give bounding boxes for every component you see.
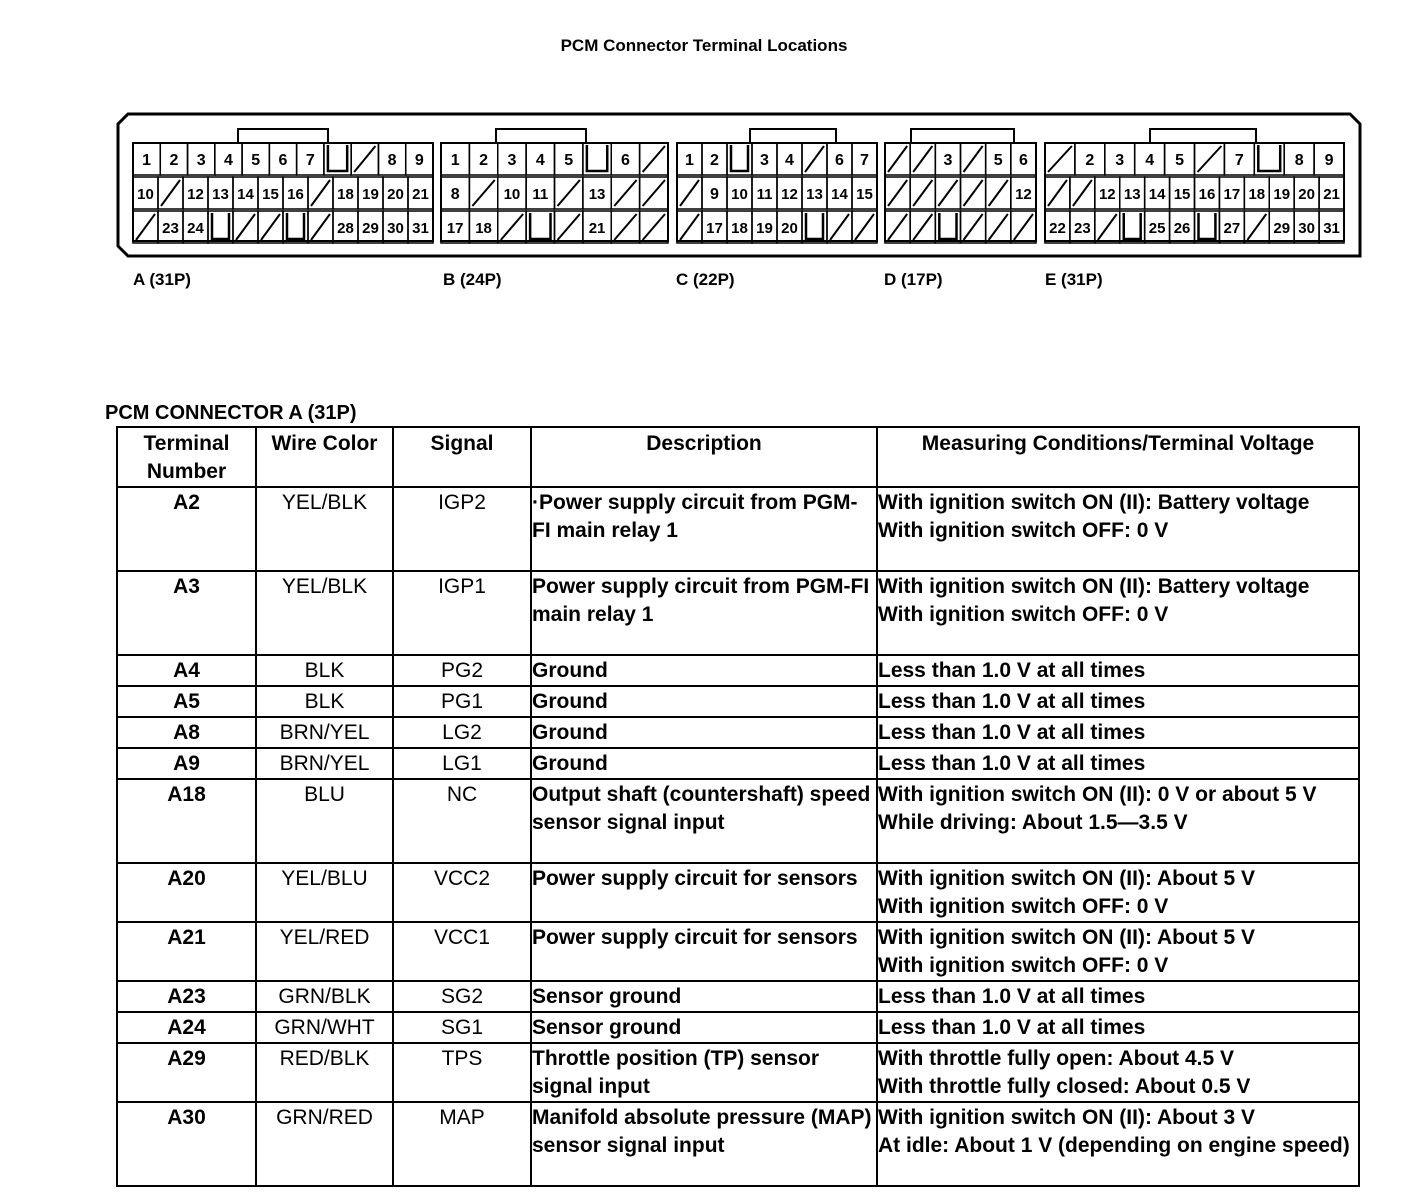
conditions-cell	[877, 717, 1359, 748]
conditions-cell	[877, 655, 1359, 686]
unused-terminal-mark	[913, 180, 932, 206]
terminal-number: 29	[1273, 220, 1291, 237]
unused-terminal-mark	[888, 214, 907, 240]
unused-terminal-mark	[888, 180, 907, 206]
terminal-number: 2	[479, 152, 489, 169]
description-cell: Manifold absolute pressure (MAP) sensor signal input	[531, 1102, 877, 1186]
unused-terminal-mark	[830, 214, 849, 240]
description-cell: Sensor ground	[531, 1012, 877, 1043]
condition-line: With throttle fully open: About 4.5 V	[878, 1047, 1235, 1070]
terminal-number: 29	[362, 220, 379, 237]
terminal-number: 17	[1223, 186, 1241, 203]
terminal-number: 28	[337, 220, 354, 237]
terminal-number: 7	[860, 152, 869, 169]
terminal-number: 8	[450, 186, 460, 203]
terminal-number: 13	[806, 186, 823, 203]
key-slot	[328, 145, 347, 171]
conditions-cell	[877, 1043, 1359, 1102]
terminal-number: 12	[781, 186, 798, 203]
terminal-number: 15	[262, 186, 279, 203]
terminal-number: 2	[169, 152, 179, 169]
unused-terminal-mark	[311, 214, 330, 240]
terminal-number: 5	[1175, 152, 1185, 169]
terminal-number: 3	[943, 152, 953, 169]
unused-terminal-mark	[680, 214, 699, 240]
connector-diagram	[0, 0, 1408, 300]
terminal-number: 3	[507, 152, 517, 169]
table-row	[117, 1012, 1359, 1043]
terminal-number: 14	[237, 186, 254, 203]
table-row	[117, 717, 1359, 748]
terminal-number: 2	[1085, 152, 1095, 169]
terminal-number: 30	[1298, 220, 1315, 237]
terminal-number: 10	[503, 186, 521, 203]
unused-terminal-mark	[1048, 146, 1072, 172]
wire-color-cell: YEL/BLU	[256, 863, 393, 922]
terminal-number: 8	[1294, 152, 1304, 169]
description-cell: Ground	[531, 717, 877, 748]
connector-lock-tab	[1150, 129, 1256, 143]
terminal-cell-value: A24	[117, 1012, 256, 1043]
condition-line: With ignition switch ON (II): About 3 V	[878, 1106, 1255, 1129]
condition-line: Less than 1.0 V at all times	[878, 752, 1146, 775]
wire-color-cell: RED/BLK	[256, 1043, 393, 1102]
condition-line: With ignition switch ON (II): Battery voltage	[878, 575, 1310, 598]
terminal-number: 5	[564, 152, 574, 169]
terminal-number: 19	[1273, 186, 1291, 203]
unused-terminal-mark	[472, 180, 494, 206]
key-slot	[587, 145, 607, 171]
terminal-number: 1	[685, 152, 694, 169]
unused-terminal-mark	[501, 214, 523, 240]
terminal-number: 12	[187, 186, 204, 203]
connector-label-a: A (31P)	[133, 270, 191, 289]
condition-line: With ignition switch OFF: 0 V	[878, 603, 1169, 626]
terminal-cell-value: A8	[117, 717, 256, 748]
terminal-number: 11	[532, 186, 549, 203]
unused-terminal-mark	[261, 214, 280, 240]
key-slot	[939, 213, 956, 239]
conditions-cell	[877, 863, 1359, 922]
unused-terminal-mark	[1014, 214, 1033, 240]
unused-terminal-mark	[964, 180, 983, 206]
connector-label-e: E (31P)	[1045, 270, 1103, 289]
terminal-cell-value: A23	[117, 981, 256, 1012]
header-conditions: Measuring Conditions/Terminal Voltage	[877, 427, 1359, 487]
connector-d	[885, 129, 1036, 243]
terminal-number: 1	[142, 152, 152, 169]
unused-terminal-mark	[680, 180, 699, 206]
wire-color-cell: GRN/RED	[256, 1102, 393, 1186]
condition-line: At idle: About 1 V (depending on engine speed)	[878, 1134, 1350, 1157]
condition-line: With ignition switch ON (II): Battery voltage	[878, 491, 1310, 514]
unused-terminal-mark	[989, 214, 1008, 240]
connector-a	[133, 129, 433, 243]
terminal-number: 20	[387, 186, 404, 203]
conditions-cell	[877, 1012, 1359, 1043]
terminal-number: 3	[760, 152, 769, 169]
description-cell: Ground	[531, 748, 877, 779]
unused-terminal-mark	[989, 180, 1008, 206]
terminal-number: 5	[251, 152, 261, 169]
terminal-number: 10	[137, 186, 154, 203]
terminal-number: 30	[387, 220, 404, 237]
terminal-number: 3	[196, 152, 206, 169]
wire-color-cell: BLU	[256, 779, 393, 863]
terminal-number: 10	[731, 186, 748, 203]
terminal-number: 31	[1323, 220, 1340, 237]
table-row	[117, 686, 1359, 717]
table-row	[117, 922, 1359, 981]
conditions-cell	[877, 571, 1359, 655]
terminal-number: 17	[446, 220, 464, 237]
conditions-cell	[877, 686, 1359, 717]
terminal-number: 13	[212, 186, 229, 203]
terminal-cell-value: A21	[117, 922, 256, 981]
unused-terminal-mark	[136, 214, 155, 240]
key-slot	[1199, 213, 1216, 239]
connector-label-b: B (24P)	[443, 270, 502, 289]
terminal-number: 22	[1049, 220, 1066, 237]
connector-label-d: D (17P)	[884, 270, 943, 289]
terminal-number: 16	[1198, 186, 1216, 203]
terminal-cell-value: A5	[117, 686, 256, 717]
header-terminal: Terminal Number	[117, 427, 256, 487]
signal-cell: TPS	[393, 1043, 531, 1102]
terminal-number: 18	[475, 220, 492, 237]
key-slot	[731, 145, 748, 171]
terminal-number: 20	[1298, 186, 1315, 203]
terminal-number: 8	[387, 152, 397, 169]
wire-color-cell: YEL/BLK	[256, 571, 393, 655]
table-row	[117, 1043, 1359, 1102]
table-row	[117, 981, 1359, 1012]
description-cell: Ground	[531, 655, 877, 686]
wire-color-cell: BRN/YEL	[256, 717, 393, 748]
unused-terminal-mark	[1198, 146, 1222, 172]
terminal-number: 9	[414, 152, 424, 169]
terminal-number: 16	[287, 186, 304, 203]
unused-terminal-mark	[354, 146, 375, 172]
description-cell: Output shaft (countershaft) speed sensor signal input	[531, 779, 877, 863]
terminal-number: 23	[1074, 220, 1091, 237]
unused-terminal-mark	[614, 214, 636, 240]
terminal-number: 7	[305, 152, 315, 169]
unused-terminal-mark	[964, 214, 983, 240]
connector-lock-tab	[238, 129, 328, 143]
terminal-number: 4	[535, 152, 545, 169]
page-title: PCM Connector Terminal Locations	[560, 36, 848, 55]
terminal-number: 15	[1173, 186, 1191, 203]
terminal-cell-value: A2	[117, 487, 256, 571]
table-header-row	[117, 427, 1359, 487]
table-row	[117, 1102, 1359, 1186]
condition-line: With throttle fully closed: About 0.5 V	[878, 1075, 1251, 1098]
key-slot	[530, 213, 550, 239]
signal-cell: IGP1	[393, 571, 531, 655]
terminal-number: 7	[1234, 152, 1244, 169]
terminal-table	[116, 426, 1360, 1187]
terminal-number: 26	[1173, 220, 1191, 237]
terminal-cell-value: A18	[117, 779, 256, 863]
unused-terminal-mark	[311, 180, 330, 206]
unused-terminal-mark	[558, 180, 580, 206]
wire-color-cell: BLK	[256, 655, 393, 686]
terminal-number: 6	[620, 152, 630, 169]
table-title: PCM CONNECTOR A (31P)	[105, 402, 357, 424]
key-slot	[806, 213, 823, 239]
unused-terminal-mark	[161, 180, 180, 206]
terminal-number: 4	[785, 152, 794, 169]
wire-color-cell: YEL/BLK	[256, 487, 393, 571]
wire-color-cell: BRN/YEL	[256, 748, 393, 779]
terminal-number: 6	[278, 152, 288, 169]
terminal-cell-value: A4	[117, 655, 256, 686]
terminal-number: 18	[1248, 186, 1266, 203]
unused-terminal-mark	[913, 146, 932, 172]
condition-line: With ignition switch ON (II): 0 V or about 5 V	[878, 783, 1317, 806]
wire-color-cell: GRN/BLK	[256, 981, 393, 1012]
unused-terminal-mark	[1073, 180, 1092, 206]
terminal-number: 19	[362, 186, 379, 203]
terminal-number: 4	[224, 152, 233, 169]
terminal-number: 1	[450, 152, 460, 169]
terminal-number: 2	[710, 152, 719, 169]
terminal-number: 19	[756, 220, 773, 237]
wire-color-cell: YEL/RED	[256, 922, 393, 981]
conditions-cell	[877, 922, 1359, 981]
condition-line: With ignition switch ON (II): About 5 V	[878, 867, 1255, 890]
condition-line: While driving: About 1.5—3.5 V	[878, 811, 1188, 834]
conditions-cell	[877, 1102, 1359, 1186]
terminal-cell-value: A29	[117, 1043, 256, 1102]
terminal-number: 17	[706, 220, 723, 237]
condition-line: Less than 1.0 V at all times	[878, 1016, 1146, 1039]
conditions-cell	[877, 779, 1359, 863]
unused-terminal-mark	[1048, 180, 1067, 206]
terminal-cell-value: A20	[117, 863, 256, 922]
conditions-cell	[877, 487, 1359, 571]
connector-c	[677, 129, 877, 243]
key-slot	[287, 213, 304, 239]
description-cell: Sensor ground	[531, 981, 877, 1012]
condition-line: Less than 1.0 V at all times	[878, 690, 1146, 713]
condition-line: Less than 1.0 V at all times	[878, 659, 1146, 682]
terminal-number: 12	[1015, 186, 1032, 203]
unused-terminal-mark	[643, 146, 665, 172]
conditions-cell	[877, 981, 1359, 1012]
unused-terminal-mark	[236, 214, 255, 240]
unused-terminal-mark	[855, 214, 874, 240]
unused-terminal-mark	[805, 146, 824, 172]
signal-cell: SG2	[393, 981, 531, 1012]
terminal-number: 20	[781, 220, 798, 237]
terminal-number: 21	[412, 186, 429, 203]
table-row	[117, 655, 1359, 686]
signal-cell: VCC1	[393, 922, 531, 981]
terminal-number: 15	[856, 186, 873, 203]
table-row	[117, 571, 1359, 655]
description-cell: ·Power supply circuit from PGM-FI main relay 1	[531, 487, 877, 571]
terminal-number: 13	[588, 186, 606, 203]
terminal-number: 18	[337, 186, 354, 203]
key-slot	[1124, 213, 1141, 239]
table-row	[117, 487, 1359, 571]
unused-terminal-mark	[643, 180, 665, 206]
unused-terminal-mark	[558, 214, 580, 240]
conditions-cell	[877, 748, 1359, 779]
description-cell: Power supply circuit from PGM-FI main relay 1	[531, 571, 877, 655]
table-row	[117, 748, 1359, 779]
terminal-number: 12	[1098, 186, 1116, 203]
condition-line: With ignition switch ON (II): About 5 V	[878, 926, 1255, 949]
terminal-number: 25	[1148, 220, 1166, 237]
terminal-number: 3	[1115, 152, 1125, 169]
terminal-number: 14	[1148, 186, 1166, 203]
terminal-number: 9	[710, 186, 719, 203]
terminal-number: 4	[1145, 152, 1155, 169]
connector-b	[441, 129, 668, 243]
unused-terminal-mark	[1098, 214, 1117, 240]
signal-cell: NC	[393, 779, 531, 863]
signal-cell: PG2	[393, 655, 531, 686]
terminal-number: 9	[1324, 152, 1334, 169]
connector-label-c: C (22P)	[676, 270, 735, 289]
signal-cell: IGP2	[393, 487, 531, 571]
wire-color-cell: GRN/WHT	[256, 1012, 393, 1043]
terminal-number: 13	[1123, 186, 1141, 203]
terminal-number: 6	[835, 152, 844, 169]
condition-line: Less than 1.0 V at all times	[878, 721, 1146, 744]
signal-cell: MAP	[393, 1102, 531, 1186]
terminal-number: 6	[1018, 152, 1028, 169]
terminal-cell-value: A3	[117, 571, 256, 655]
unused-terminal-mark	[1247, 214, 1266, 240]
signal-cell: LG1	[393, 748, 531, 779]
header-signal: Signal	[393, 427, 531, 487]
condition-line: With ignition switch OFF: 0 V	[878, 519, 1169, 542]
description-cell: Ground	[531, 686, 877, 717]
connector-lock-tab	[750, 129, 836, 143]
terminal-number: 11	[756, 186, 773, 203]
connector-e	[1045, 129, 1344, 243]
signal-cell: SG1	[393, 1012, 531, 1043]
unused-terminal-mark	[888, 146, 907, 172]
unused-terminal-mark	[938, 180, 957, 206]
table-row	[117, 779, 1359, 863]
terminal-number: 18	[731, 220, 748, 237]
terminal-number: 31	[412, 220, 429, 237]
signal-cell: VCC2	[393, 863, 531, 922]
terminal-number: 21	[588, 220, 606, 237]
unused-terminal-mark	[964, 146, 983, 172]
terminal-number: 27	[1223, 220, 1241, 237]
key-slot	[1258, 145, 1280, 171]
terminal-number: 21	[1323, 186, 1340, 203]
key-slot	[212, 213, 229, 239]
table-row	[117, 863, 1359, 922]
unused-terminal-mark	[913, 214, 932, 240]
description-cell: Throttle position (TP) sensor signal input	[531, 1043, 877, 1102]
terminal-number: 24	[187, 220, 204, 237]
terminal-number: 23	[162, 220, 179, 237]
description-cell: Power supply circuit for sensors	[531, 922, 877, 981]
signal-cell: PG1	[393, 686, 531, 717]
unused-terminal-mark	[643, 214, 665, 240]
header-description: Description	[531, 427, 877, 487]
condition-line: With ignition switch OFF: 0 V	[878, 954, 1169, 977]
description-cell: Power supply circuit for sensors	[531, 863, 877, 922]
wire-color-cell: BLK	[256, 686, 393, 717]
terminal-cell-value: A30	[117, 1102, 256, 1186]
condition-line: With ignition switch OFF: 0 V	[878, 895, 1169, 918]
connector-lock-tab	[911, 129, 1014, 143]
unused-terminal-mark	[614, 180, 636, 206]
terminal-number: 5	[993, 152, 1003, 169]
terminal-number: 14	[831, 186, 848, 203]
terminal-cell-value: A9	[117, 748, 256, 779]
condition-line: Less than 1.0 V at all times	[878, 985, 1146, 1008]
header-wire-color: Wire Color	[256, 427, 393, 487]
signal-cell: LG2	[393, 717, 531, 748]
connector-lock-tab	[496, 129, 586, 143]
